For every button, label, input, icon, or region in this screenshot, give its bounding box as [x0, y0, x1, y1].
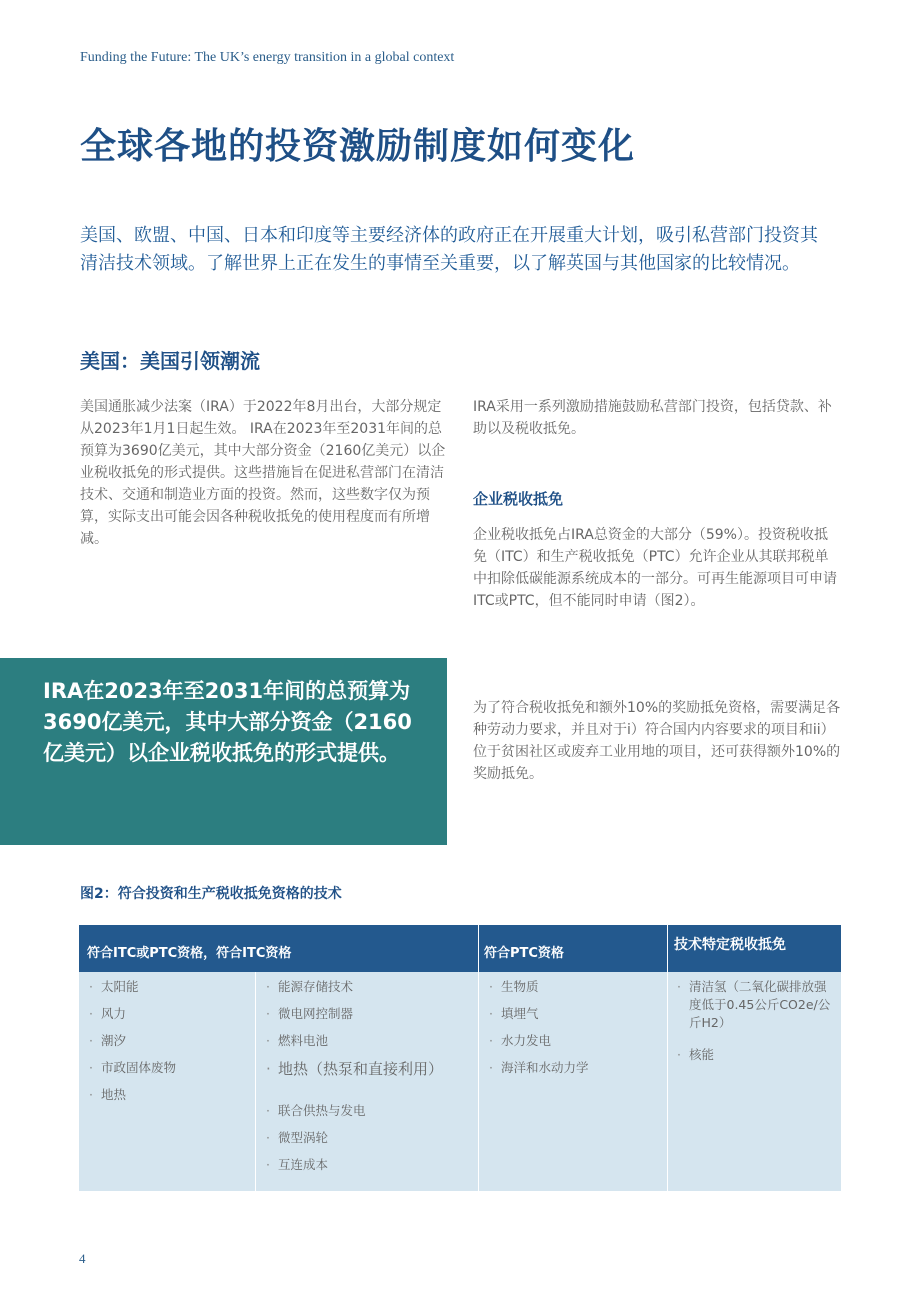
- bullet-icon: ·: [89, 1087, 93, 1102]
- list-item: · 潮汐: [89, 1033, 127, 1048]
- callout-text: IRA在2023年至2031年间的总预算为3690亿美元，其中大部分资金（2160亿美元）以企业税收抵免的形式提供。: [43, 679, 412, 765]
- list-item: · 地热（热泵和直接利用）: [266, 1060, 444, 1078]
- list-item: · 填埋气: [489, 1006, 539, 1021]
- list-item: · 太阳能: [89, 979, 139, 994]
- running-header: Funding the Future: The UK’s energy transition in a global context: [80, 50, 455, 65]
- bullet-icon: ·: [89, 1033, 93, 1048]
- bullet-icon: ·: [489, 1006, 493, 1021]
- list-item: · 市政固体废物: [89, 1060, 177, 1075]
- right-column-paragraph-1: IRA采用一系列激励措施鼓励私营部门投资，包括贷款、补助以及税收抵免。: [473, 399, 832, 437]
- right-column-paragraph-3: 为了符合税收抵免和额外10%的奖励抵免资格，需要满足各种劳动力要求，并且对于i）符合国内内容要求的项目和ii）位于贫困社区或废弃工业用地的项目，还可获得额外10%的奖励抵免。: [473, 700, 841, 782]
- bullet-icon: ·: [266, 1103, 270, 1118]
- table-header-cell: 技术特定税收抵免: [674, 937, 786, 953]
- bullet-icon: ·: [266, 1157, 270, 1172]
- list-item: · 地热: [89, 1087, 127, 1102]
- bullet-icon: ·: [489, 1060, 493, 1075]
- list-item: · 生物质: [489, 979, 539, 994]
- bullet-icon: ·: [677, 1047, 681, 1062]
- intro-paragraph: 美国、欧盟、中国、日本和印度等主要经济体的政府正在开展重大计划，吸引私营部门投资其清洁技术领域。了解世界上正在发生的事情至关重要，以了解英国与其他国家的比较情况。: [80, 225, 818, 274]
- left-column-paragraph: 美国通胀减少法案（IRA）于2022年8月出台，大部分规定从2023年1月1日起生效。 IRA在2023年至2031年间的总预算为3690亿美元，其中大部分资金（2160亿美元）以企业税收抵免的形式提供。这些措施旨在促进私营部门在清洁技术、交通和制造业方面的投资。然而，这些数字仅为预算，实际支出可能会因各种税收抵免的使用程度而有所增减。: [80, 399, 446, 547]
- list-item: · 联合供热与发电: [266, 1103, 366, 1118]
- page-title: 全球各地的投资激励制度如何变化: [80, 126, 636, 167]
- eligibility-table: [79, 925, 841, 1191]
- table-header: [79, 925, 841, 972]
- list-item: · 清洁氢（二氧化碳排放强度低于0.45公斤CO2e/公斤H2）: [677, 979, 831, 1030]
- right-column-paragraph-2: 企业税收抵免占IRA总资金的大部分（59%）。投资税收抵免（ITC）和生产税收抵免（PTC）允许企业从其联邦税单中扣除低碳能源系统成本的一部分。可再生能源项目可申请ITC或PTC，但不能同时申请（图2）。: [473, 527, 837, 609]
- bullet-icon: ·: [266, 979, 270, 994]
- bullet-icon: ·: [89, 979, 93, 994]
- bullet-icon: ·: [89, 1060, 93, 1075]
- column-divider: [255, 972, 256, 1191]
- bullet-icon: ·: [266, 1130, 270, 1145]
- callout-box: [0, 658, 447, 845]
- list-item: · 互连成本: [266, 1157, 329, 1172]
- subheading-corporate-tax-credit: 企业税收抵免: [473, 490, 564, 508]
- bullet-icon: ·: [489, 1033, 493, 1048]
- bullet-icon: ·: [266, 1006, 270, 1021]
- section-heading: 美国：美国引领潮流: [80, 349, 260, 373]
- list-item: · 水力发电: [489, 1033, 552, 1048]
- list-item: · 燃料电池: [266, 1033, 329, 1048]
- bullet-icon: ·: [89, 1006, 93, 1021]
- table-column-4: [677, 978, 837, 1078]
- table-header-cell: 符合ITC或PTC资格，符合ITC资格: [87, 946, 292, 961]
- table-column-2: [266, 978, 443, 1183]
- bullet-icon: ·: [489, 979, 493, 994]
- figure-caption: 图2：符合投资和生产税收抵免资格的技术: [80, 886, 342, 902]
- list-item: · 核能: [677, 1047, 715, 1062]
- column-divider: [478, 925, 479, 1191]
- list-item: · 海洋和水动力学: [489, 1060, 589, 1075]
- bullet-icon: ·: [266, 1060, 271, 1078]
- bullet-icon: ·: [266, 1033, 270, 1048]
- column-divider: [667, 925, 668, 1191]
- list-item: · 能源存储技术: [266, 979, 354, 994]
- table-column-1: [89, 978, 176, 1113]
- table-column-3: [489, 978, 589, 1086]
- table-header-cell: 符合PTC资格: [484, 946, 564, 961]
- page-number: 4: [79, 1251, 86, 1266]
- list-item: · 微电网控制器: [266, 1006, 354, 1021]
- list-item: · 风力: [89, 1006, 127, 1021]
- bullet-icon: ·: [677, 979, 681, 994]
- list-item: · 微型涡轮: [266, 1130, 329, 1145]
